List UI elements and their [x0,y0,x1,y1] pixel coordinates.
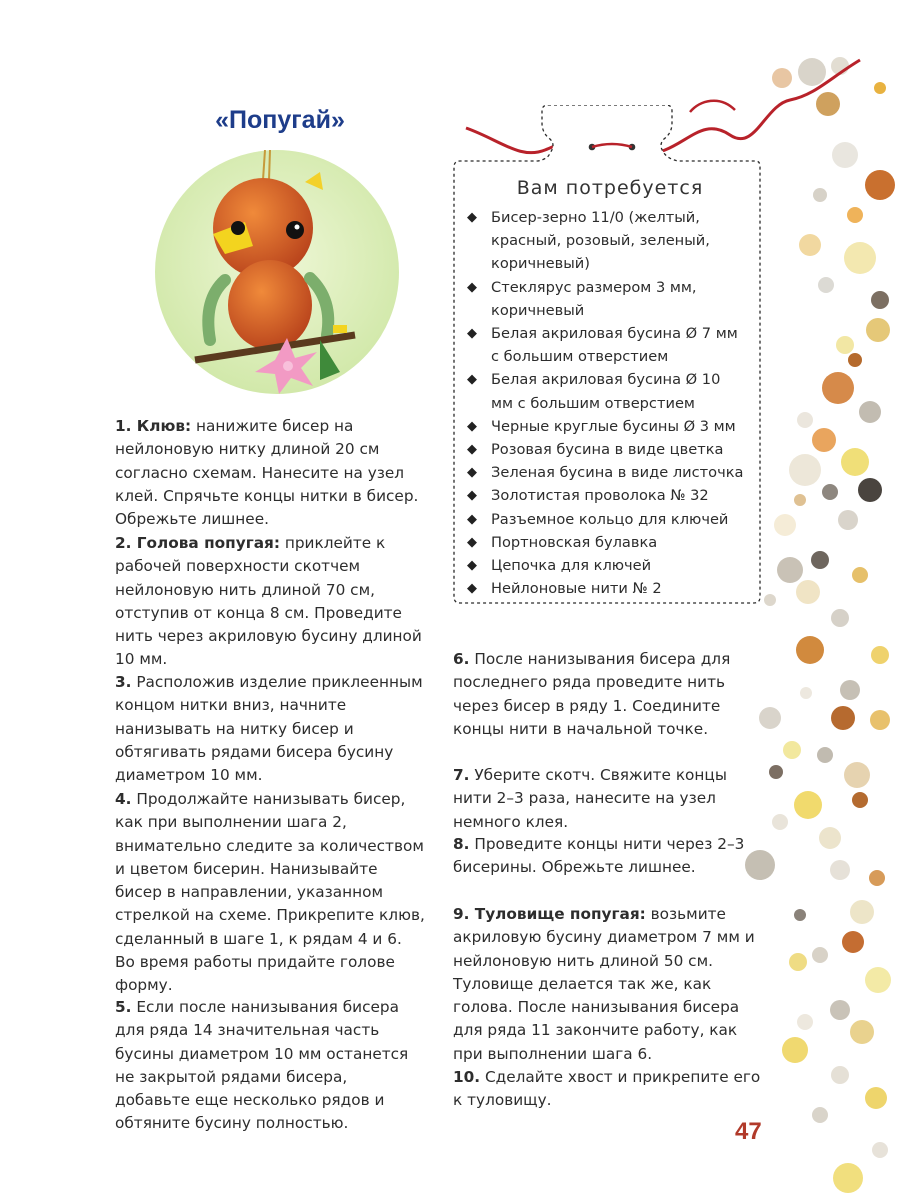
step-1: 1. Клюв: нанижите бисер на нейлоновую нитку длиной 20 см согласно схемам. Нанесите на узел клей. Спрячьте концы нитки в бисер. Обрежьте лишнее. [115,417,419,529]
list-item: ◆ Черные круглые бусины Ø 3 мм [467,417,736,435]
list-item: ◆ Нейлоновые нити № 2 [467,580,662,598]
step-2: 2. Голова попугая: приклейте к рабочей поверхности скотчем нейлоновую нить длиной 70 см, отступив от конца 8 см. Проведите нить через акриловую бусину длиной 10 мм. [115,534,422,669]
page-title: «Попугай» [215,106,345,134]
materials-list [467,206,747,600]
list-item: ◆ Бисер-зерно 11/0 (желтый, красный, розовый, зеленый, коричневый) [467,209,710,273]
step-4: 4. Продолжайте нанизывать бисер, как при выполнении шага 2, внимательно следите за количеством и цветом бисерин. Нанизывайте бисер в направлении, указанном стрелкой на схеме. Прикрепите клюв, сделанный в шаге 1, к рядам 4 и 6. Во время работы придайте голове форму. [115,790,425,995]
step-7: 7. Уберите скотч. Свяжите концы нити 2–3 раза, нанесите на узел немного клея. [453,766,727,831]
list-item: ◆ Цепочка для ключей [467,557,652,575]
page-number: 47 [735,1118,762,1145]
step-9: 9. Туловище попугая: возьмите акриловую бусину диаметром 7 мм и нейлоновую нить длиной 50 см. Туловище делается так же, как голова. После нанизывания бисера для ряда 11 закончите работу, как при выполнении шага 6. [453,905,755,1063]
list-item: ◆ Золотистая проволока № 32 [467,487,709,505]
list-item: ◆ Портновская булавка [467,533,658,551]
step-3: 3. Расположив изделие приклеенным концом нитки вниз, начните нанизывать на нитку бисер и обтягивать рядами бисера бусину диаметром 10 мм. [115,673,423,785]
list-item: ◆ Зеленая бусина в виде листочка [467,464,744,482]
list-item: ◆ Стеклярус размером 3 мм, коричневый [467,278,697,319]
list-item: ◆ Белая акриловая бусина Ø 7 мм с большим отверстием [467,325,738,366]
materials-heading: Вам потребуется [516,177,704,199]
step-6: 6. После нанизывания бисера для последнего ряда проведите нить через бисер в ряду 1. Соедините концы нити в начальной точке. [453,650,731,738]
parrot-photo [155,150,400,395]
list-item: ◆ Розовая бусина в виде цветка [467,441,724,459]
list-item: ◆ Белая акриловая бусина Ø 10 мм с большим отверстием [467,371,721,412]
step-8: 8. Проведите концы нити через 2–3 бисерины. Обрежьте лишнее. [453,835,745,877]
list-item: ◆ Разъемное кольцо для ключей [467,510,729,528]
step-10: 10. Сделайте хвост и прикрепите его к туловищу. [453,1068,761,1110]
step-5: 5. Если после нанизывания бисера для ряда 14 значительная часть бусины диаметром 10 мм останется не закрытой рядами бисера, добавьте еще несколько рядов и обтяните бусину полностью. [115,998,409,1133]
